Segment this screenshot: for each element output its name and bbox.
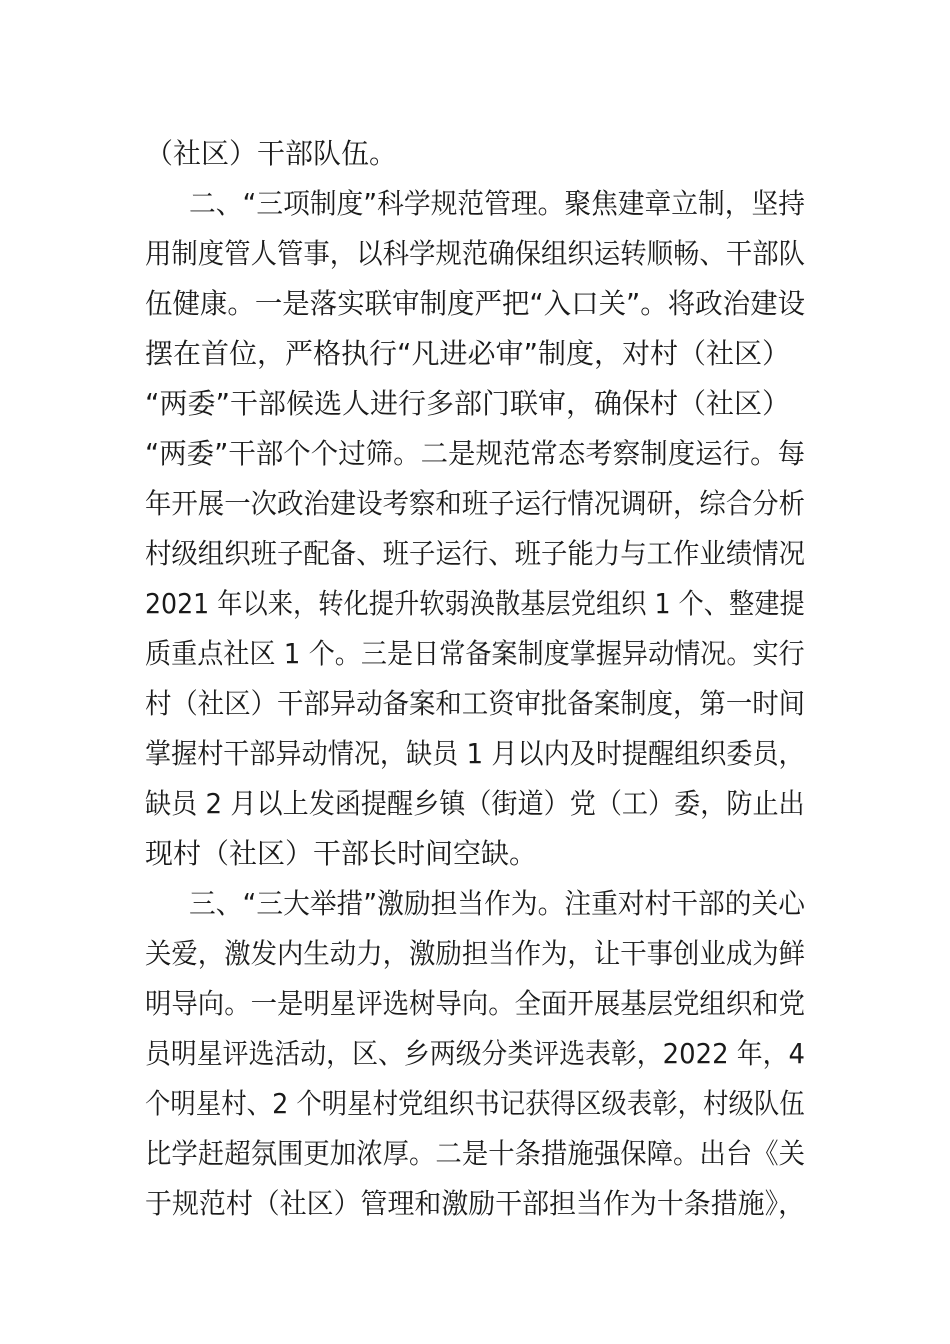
text-line: 摆在首位，严格执行“凡进必审”制度，对村（社区）	[145, 337, 791, 370]
text-line: 村（社区）干部异动备案和工资审批备案制度，第一时间	[145, 687, 806, 720]
paragraph-start-line: 三、“三大举措”激励担当作为。注重对村干部的关心	[189, 887, 805, 920]
text-line: 质重点社区 1 个。三是日常备案制度掌握异动情况。实行	[145, 637, 805, 670]
text-line: 掌握村干部异动情况，缺员 1 月以内及时提醒组织委员，	[145, 737, 805, 770]
text-line: 比学赶超氛围更加浓厚。二是十条措施强保障。出台《关	[145, 1137, 806, 1170]
text-line: 现村（社区）干部长时间空缺。	[145, 837, 538, 870]
text-line: 伍健康。一是落实联审制度严把“入口关”。将政治建设	[145, 287, 806, 320]
text-line: “两委”干部候选人进行多部门联审，确保村（社区）	[145, 387, 791, 420]
text-line: 于规范村（社区）管理和激励干部担当作为十条措施》，	[145, 1187, 806, 1220]
text-line: 员明星评选活动，区、乡两级分类评选表彰，2022 年，4	[145, 1037, 806, 1070]
text-line: 明导向。一是明星评选树导向。全面开展基层党组织和党	[145, 987, 806, 1020]
text-line: （社区）干部队伍。	[145, 137, 398, 170]
text-line: 2021 年以来，转化提升软弱涣散基层党组织 1 个、整建提	[145, 587, 805, 620]
text-line: 关爱，激发内生动力，激励担当作为，让干事创业成为鲜	[145, 937, 806, 970]
text-line: 用制度管人管事，以科学规范确保组织运转顺畅、干部队	[145, 237, 806, 270]
text-line: 个明星村、2 个明星村党组织书记获得区级表彰，村级队伍	[145, 1087, 805, 1120]
text-line: “两委”干部个个过筛。二是规范常态考察制度运行。每	[145, 437, 806, 470]
paragraph-start-line: 二、“三项制度”科学规范管理。聚焦建章立制，坚持	[189, 187, 805, 220]
text-line: 缺员 2 月以上发函提醒乡镇（街道）党（工）委，防止出	[145, 787, 805, 820]
text-line: 村级组织班子配备、班子运行、班子能力与工作业绩情况	[145, 537, 806, 570]
text-line: 年开展一次政治建设考察和班子运行情况调研，综合分析	[145, 487, 806, 520]
